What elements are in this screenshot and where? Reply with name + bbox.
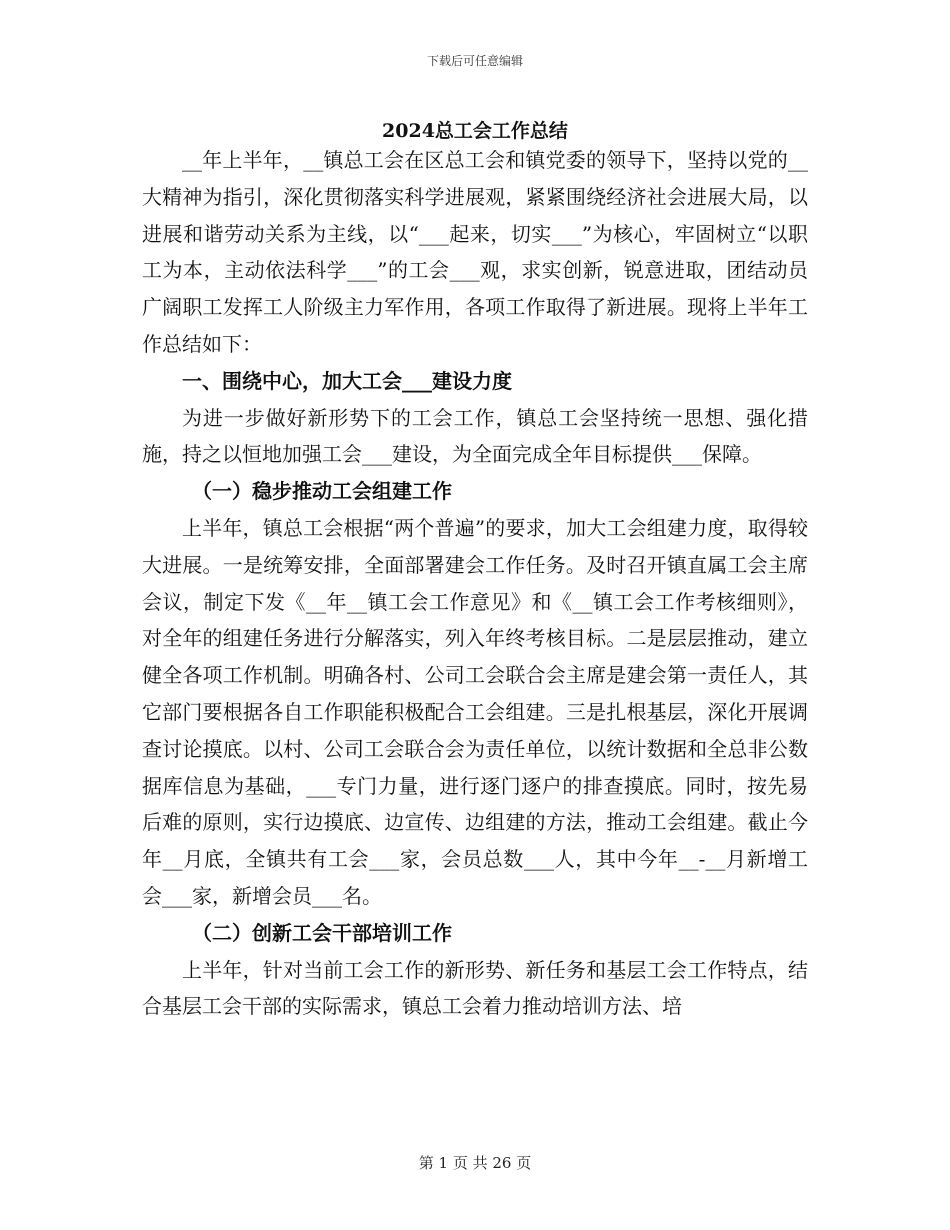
section-1-intro: 为进一步做好新形势下的工会工作，镇总工会坚持统一思想、强化措施，持之以恒地加强工会___建设，为全面完成全年目标提供___保障。: [142, 405, 808, 467]
subsection-2-heading: （二）创新工会干部培训工作: [192, 920, 452, 945]
page-number: 第 1 页 共 26 页: [418, 1154, 532, 1172]
intro-paragraph: __年上半年，__镇总工会在区总工会和镇党委的领导下，坚持以党的__大精神为指引，深化贯彻落实科学进展观，紧紧围绕经济社会进展大局，以进展和谐劳动关系为主线，以“___起来，切实___”为核心，牢固树立“以职工为本，主动依法科学___”的工会___观，求实创新，锐意进取，团结动员广阔职工发挥工人阶级主力军作用，各项工作取得了新进展。现将上半年工作总结如下：: [142, 148, 808, 356]
section-1-heading: 一、围绕中心，加大工会___建设力度: [182, 368, 512, 393]
document-body: [142, 142, 808, 1025]
subsection-1-body: 上半年，镇总工会根据“两个普遍”的要求，加大工会组建力度，取得较大进展。一是统筹安排，全面部署建会工作任务。及时召开镇直属工会主席会议，制定下发《__年__镇工会工作意见》和《__镇工会工作考核细则》，对全年的组建任务进行分解落实，列入年终考核目标。二是层层推动，建立健全各项工作机制。明确各村、公司工会联合会主席是建会第一责任人，其它部门要根据各自工作职能积极配合工会组建。三是扎根基层，深化开展调查讨论摸底。以村、公司工会联合会为责任单位，以统计数据和全总非公数据库信息为基础，___专门力量，进行逐门逐户的排查摸底。同时，按先易后难的原则，实行边摸底、边宣传、边组建的方法，推动工会组建。截止今年__月底，全镇共有工会___家，会员总数___人，其中今年__-__月新增工会___家，新增会员___名。: [142, 515, 808, 908]
page-header-note: 下载后可任意编辑: [426, 54, 523, 68]
subsection-2-body: 上半年，针对当前工会工作的新形势、新任务和基层工会工作特点，结合基层工会干部的实际需求，镇总工会着力推动培训方法、培: [142, 957, 808, 1019]
subsection-1-heading: （一）稳步推动工会组建工作: [192, 479, 452, 504]
document-title: 2024总工会工作总结: [382, 120, 568, 142]
